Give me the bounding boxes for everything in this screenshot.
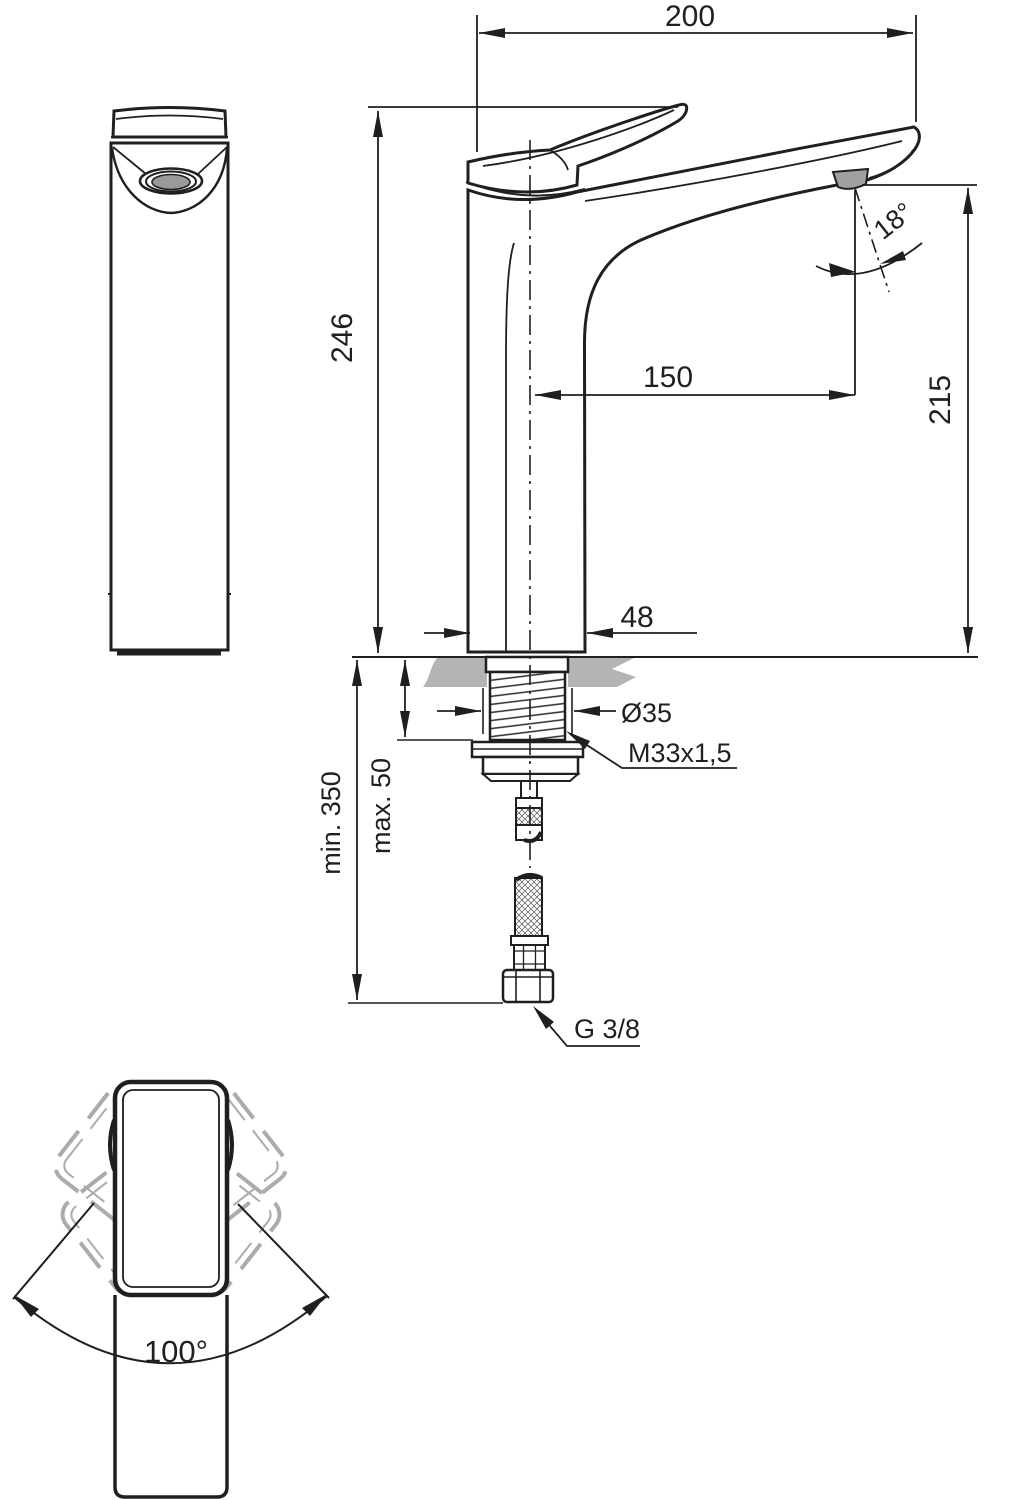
front-view [108, 108, 231, 654]
counter-gray-left [423, 658, 487, 687]
dim-215 [862, 185, 977, 653]
aerator-face [152, 175, 190, 190]
plan-body [115, 1295, 227, 1497]
hose-crimp-sleeve [514, 945, 545, 970]
dim-18deg-label: 18° [868, 196, 919, 246]
supply-hose [503, 875, 553, 1002]
hose-braided-section [515, 878, 542, 936]
hose-collar [511, 936, 548, 945]
g38-label: G 3/8 [574, 1014, 641, 1044]
dim-min350-label: min. 350 [316, 771, 346, 875]
callout-g38 [533, 1006, 640, 1046]
dim-246-label: 246 [326, 312, 359, 364]
dim-max50-label: max. 50 [366, 757, 396, 855]
front-cap-band [111, 137, 228, 143]
m33-label: M33x1,5 [628, 738, 732, 768]
dim-150-label: 150 [642, 361, 694, 394]
front-body [111, 143, 228, 650]
front-handle-cap [113, 108, 226, 138]
spout-aerator [833, 169, 868, 189]
callout-m33 [566, 731, 737, 768]
dim-18deg [816, 188, 922, 292]
dim-max50 [366, 660, 473, 854]
counter-surface [352, 657, 978, 687]
counter-gray-right [568, 658, 636, 687]
dim-200-label: 200 [664, 0, 716, 33]
swivel-radial-right [238, 1204, 329, 1298]
plan-view [13, 1081, 329, 1497]
dim-215-label: 215 [924, 374, 957, 426]
dim-100deg-label: 100° [143, 1334, 209, 1369]
rod-hatched-section [516, 808, 542, 825]
faucet-body-spout [468, 127, 919, 652]
dim-200 [477, 0, 916, 152]
base-flange [486, 657, 568, 672]
dim-48-label: 48 [620, 601, 654, 634]
dim-d35-label: Ø35 [621, 698, 673, 728]
supply-rod [521, 781, 537, 798]
threaded-shank [490, 672, 565, 740]
rod-fitting [516, 798, 542, 808]
hose-hex-nut [503, 970, 553, 1002]
swivel-radial-left [13, 1203, 94, 1299]
plan-handle-outer [115, 1082, 227, 1295]
